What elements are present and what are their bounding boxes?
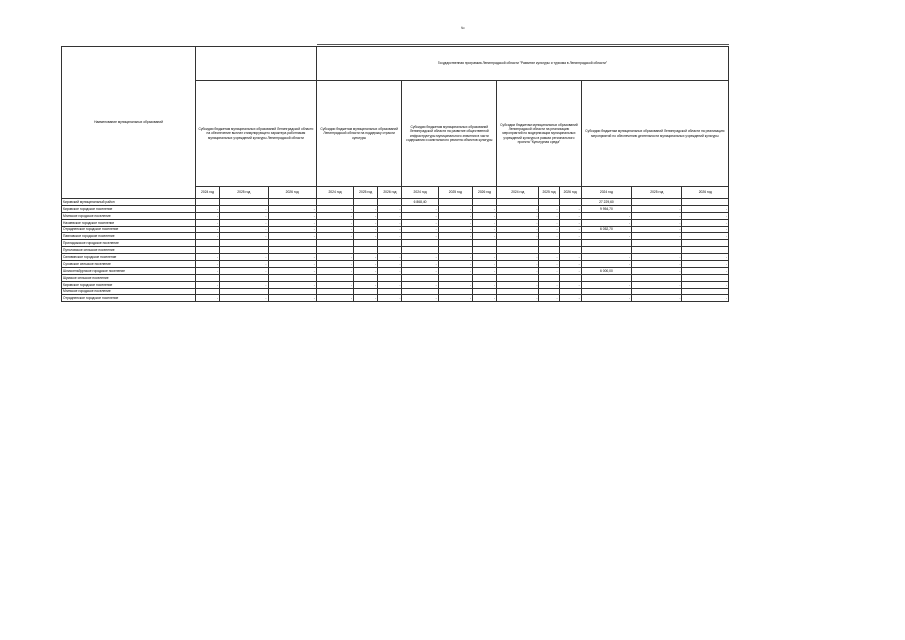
- value-cell: [682, 288, 729, 295]
- value-cell: [539, 199, 559, 206]
- value-cell: [268, 240, 316, 247]
- value-cell: -: [378, 226, 402, 233]
- value-cell: [539, 288, 559, 295]
- value-cell: -: [220, 233, 268, 240]
- value-cell: -: [220, 212, 268, 219]
- value-cell: -: [497, 261, 539, 268]
- value-cell: [195, 240, 219, 247]
- table-row: [62, 205, 729, 212]
- value-cell: [354, 288, 378, 295]
- value-cell: -: [268, 295, 316, 302]
- value-cell: [581, 288, 631, 295]
- value-cell: -: [581, 212, 631, 219]
- value-cell: [438, 240, 472, 247]
- value-cell: -: [632, 233, 682, 240]
- value-cell: [539, 274, 559, 281]
- value-cell: -: [632, 219, 682, 226]
- value-cell: -: [539, 212, 559, 219]
- value-cell: -: [316, 219, 353, 226]
- value-cell: [402, 240, 438, 247]
- group-header-4: Субсидии бюджетам муниципальных образований Ленинградской области на реализацию мероприятий по модернизации муниципальных учреждений культуры в рамках регионального проекта "Культурная среда": [497, 81, 582, 187]
- value-cell: -: [402, 205, 438, 212]
- table-row: [62, 199, 729, 206]
- value-cell: -: [682, 254, 729, 261]
- value-cell: [497, 247, 539, 254]
- table-row: [62, 274, 729, 281]
- value-cell: [220, 240, 268, 247]
- value-cell: [559, 288, 581, 295]
- value-cell: -: [632, 226, 682, 233]
- value-cell: -: [316, 267, 353, 274]
- table-row: [62, 226, 729, 233]
- header-blank-cell: [195, 47, 316, 81]
- value-cell: -: [497, 205, 539, 212]
- value-cell: -: [581, 261, 631, 268]
- value-cell: -: [378, 261, 402, 268]
- value-cell: -: [195, 295, 219, 302]
- value-cell: [378, 199, 402, 206]
- value-cell: [378, 274, 402, 281]
- value-cell: -: [316, 212, 353, 219]
- value-cell: -: [682, 281, 729, 288]
- value-cell: [402, 288, 438, 295]
- value-cell: -: [220, 219, 268, 226]
- value-cell: [472, 199, 496, 206]
- municipality-name-cell: Приладожское городское поселение: [62, 240, 196, 247]
- year-header: 2025 год: [354, 187, 378, 199]
- municipality-name-cell: Отрадненское городское поселение: [62, 295, 196, 302]
- value-cell: [438, 199, 472, 206]
- municipality-name-cell: Кировское городское поселение: [62, 205, 196, 212]
- value-cell: -: [438, 219, 472, 226]
- value-cell: -: [682, 226, 729, 233]
- value-cell: -: [497, 233, 539, 240]
- value-cell: [195, 199, 219, 206]
- value-cell: -: [497, 295, 539, 302]
- value-cell: -: [438, 233, 472, 240]
- value-cell: -: [682, 205, 729, 212]
- value-cell: [632, 274, 682, 281]
- value-cell: -: [472, 205, 496, 212]
- value-cell: -: [581, 233, 631, 240]
- value-cell: [378, 288, 402, 295]
- value-cell: -: [559, 267, 581, 274]
- group-header-5: Субсидии бюджетам муниципальных образований Ленинградской области на реализацию мероприятий по обеспечению деятельности муниципальных учреждений культуры: [581, 81, 728, 187]
- group-header-1: Субсидии бюджетам муниципальных образований Ленинградской области на обеспечение выплат стимулирующего характера работникам муниципальных учреждений культуры Ленинградской области: [195, 81, 316, 187]
- value-cell: -: [581, 281, 631, 288]
- year-header: 2024 год: [316, 187, 353, 199]
- table-row: [62, 247, 729, 254]
- value-cell: -: [559, 212, 581, 219]
- value-cell: -: [539, 281, 559, 288]
- value-cell: -: [682, 295, 729, 302]
- table-row: [62, 267, 729, 274]
- value-cell: [316, 199, 353, 206]
- value-cell: [472, 247, 496, 254]
- year-header: 2026 год: [682, 187, 729, 199]
- year-header: 2026 год: [559, 187, 581, 199]
- value-cell: -: [472, 267, 496, 274]
- value-cell: -: [632, 295, 682, 302]
- value-cell: [559, 247, 581, 254]
- value-cell: -: [438, 281, 472, 288]
- value-cell: -: [472, 233, 496, 240]
- value-cell: -: [195, 281, 219, 288]
- value-cell: [220, 247, 268, 254]
- value-cell: -: [559, 261, 581, 268]
- year-header: 2024 год: [402, 187, 438, 199]
- value-cell: [316, 288, 353, 295]
- table-row: [62, 240, 729, 247]
- value-cell: -: [195, 233, 219, 240]
- municipality-name-cell: Шлиссельбургское городское поселение: [62, 267, 196, 274]
- value-cell: -: [378, 212, 402, 219]
- value-cell: -: [632, 261, 682, 268]
- value-cell: -: [438, 295, 472, 302]
- group-header-2: Субсидии бюджетам муниципальных образований Ленинградской области на поддержку отрасли культуры: [316, 81, 402, 187]
- value-cell: 6 868,40: [402, 199, 438, 206]
- value-cell: -: [268, 254, 316, 261]
- value-cell: [559, 199, 581, 206]
- value-cell: -: [539, 261, 559, 268]
- program-header: Государственная программа Ленинградской области "Развитие культуры и туризма в Ленинградской области": [316, 47, 728, 81]
- value-cell: -: [354, 254, 378, 261]
- value-cell: -: [354, 233, 378, 240]
- value-cell: -: [402, 233, 438, 240]
- value-cell: -: [539, 205, 559, 212]
- value-cell: [220, 288, 268, 295]
- municipality-name-cell: Назиевское городское поселение: [62, 219, 196, 226]
- value-cell: [438, 274, 472, 281]
- value-cell: [682, 240, 729, 247]
- value-cell: [497, 274, 539, 281]
- table-row: [62, 295, 729, 302]
- value-cell: -: [497, 226, 539, 233]
- value-cell: -: [268, 267, 316, 274]
- value-cell: -: [682, 233, 729, 240]
- value-cell: [559, 274, 581, 281]
- value-cell: [378, 240, 402, 247]
- value-cell: [497, 240, 539, 247]
- year-header: 2025 год: [539, 187, 559, 199]
- value-cell: -: [632, 267, 682, 274]
- value-cell: [472, 240, 496, 247]
- value-cell: -: [472, 295, 496, 302]
- municipality-column-header: Наименование муниципальных образований: [62, 47, 196, 199]
- value-cell: -: [268, 281, 316, 288]
- value-cell: -: [539, 233, 559, 240]
- value-cell: -: [354, 281, 378, 288]
- value-cell: 9 954,70: [581, 205, 631, 212]
- value-cell: -: [316, 295, 353, 302]
- value-cell: -: [402, 212, 438, 219]
- value-cell: [316, 240, 353, 247]
- group-header-3: Субсидии бюджетам муниципальных образований Ленинградской области на развитие общественной инфраструктуры муниципального значения в части содержания и капитального ремонта объектов культуры: [402, 81, 497, 187]
- value-cell: -: [316, 233, 353, 240]
- value-cell: -: [472, 281, 496, 288]
- value-cell: -: [539, 295, 559, 302]
- value-cell: -: [378, 205, 402, 212]
- value-cell: -: [195, 205, 219, 212]
- value-cell: -: [472, 219, 496, 226]
- value-cell: -: [354, 267, 378, 274]
- value-cell: -: [402, 261, 438, 268]
- value-cell: -: [559, 254, 581, 261]
- value-cell: -: [581, 254, 631, 261]
- value-cell: [354, 240, 378, 247]
- value-cell: [316, 274, 353, 281]
- value-cell: [581, 247, 631, 254]
- value-cell: -: [472, 261, 496, 268]
- value-cell: [268, 288, 316, 295]
- value-cell: -: [632, 254, 682, 261]
- value-cell: [438, 288, 472, 295]
- value-cell: -: [559, 219, 581, 226]
- value-cell: -: [316, 261, 353, 268]
- year-header: 2024 год: [581, 187, 631, 199]
- value-cell: -: [472, 226, 496, 233]
- value-cell: [354, 199, 378, 206]
- value-cell: -: [268, 261, 316, 268]
- value-cell: [354, 274, 378, 281]
- value-cell: -: [682, 212, 729, 219]
- value-cell: [402, 247, 438, 254]
- municipality-name-cell: Мгинское городское поселение: [62, 212, 196, 219]
- value-cell: [581, 274, 631, 281]
- value-cell: -: [195, 267, 219, 274]
- value-cell: -: [268, 233, 316, 240]
- value-cell: -: [497, 267, 539, 274]
- value-cell: [559, 240, 581, 247]
- table-row: [62, 288, 729, 295]
- value-cell: -: [354, 212, 378, 219]
- value-cell: [316, 247, 353, 254]
- value-cell: [497, 288, 539, 295]
- value-cell: [268, 199, 316, 206]
- value-cell: -: [472, 254, 496, 261]
- value-cell: -: [378, 254, 402, 261]
- year-header: 2024 год: [497, 187, 539, 199]
- value-cell: -: [354, 219, 378, 226]
- value-cell: [438, 247, 472, 254]
- value-cell: -: [316, 205, 353, 212]
- value-cell: -: [354, 261, 378, 268]
- value-cell: -: [220, 226, 268, 233]
- value-cell: -: [632, 281, 682, 288]
- value-cell: -: [402, 281, 438, 288]
- value-cell: -: [378, 233, 402, 240]
- municipality-name-cell: Отрадненское городское поселение: [62, 226, 196, 233]
- value-cell: -: [559, 233, 581, 240]
- value-cell: [220, 199, 268, 206]
- year-header: 2025 год: [632, 187, 682, 199]
- value-cell: -: [438, 226, 472, 233]
- value-cell: 6 000,00: [581, 267, 631, 274]
- value-cell: -: [682, 261, 729, 268]
- value-cell: -: [402, 254, 438, 261]
- value-cell: -: [220, 281, 268, 288]
- municipality-name-cell: Суховское сельское поселение: [62, 261, 196, 268]
- value-cell: -: [402, 226, 438, 233]
- value-cell: [682, 199, 729, 206]
- value-cell: -: [378, 295, 402, 302]
- value-cell: -: [378, 281, 402, 288]
- municipality-name-cell: Кировское городское поселение: [62, 281, 196, 288]
- value-cell: -: [559, 226, 581, 233]
- value-cell: [539, 247, 559, 254]
- value-cell: -: [354, 295, 378, 302]
- value-cell: -: [438, 254, 472, 261]
- value-cell: -: [438, 212, 472, 219]
- value-cell: -: [402, 295, 438, 302]
- value-cell: [581, 240, 631, 247]
- value-cell: -: [559, 281, 581, 288]
- value-cell: -: [438, 205, 472, 212]
- value-cell: -: [378, 219, 402, 226]
- value-cell: -: [539, 219, 559, 226]
- value-cell: -: [195, 226, 219, 233]
- value-cell: -: [559, 205, 581, 212]
- value-cell: -: [497, 212, 539, 219]
- value-cell: -: [316, 226, 353, 233]
- value-cell: -: [438, 261, 472, 268]
- value-cell: -: [195, 261, 219, 268]
- table-row: [62, 261, 729, 268]
- value-cell: -: [559, 295, 581, 302]
- municipality-name-cell: Мгинское городское поселение: [62, 288, 196, 295]
- value-cell: -: [220, 205, 268, 212]
- municipality-name-cell: Шумское сельское поселение: [62, 274, 196, 281]
- value-cell: [632, 288, 682, 295]
- value-cell: [195, 274, 219, 281]
- value-cell: [472, 288, 496, 295]
- value-cell: [220, 274, 268, 281]
- value-cell: -: [497, 281, 539, 288]
- value-cell: -: [220, 295, 268, 302]
- value-cell: [682, 247, 729, 254]
- value-cell: -: [316, 281, 353, 288]
- table-row: [62, 212, 729, 219]
- value-cell: -: [220, 254, 268, 261]
- value-cell: -: [402, 219, 438, 226]
- value-cell: [268, 247, 316, 254]
- value-cell: -: [195, 219, 219, 226]
- page-number: №: [461, 26, 465, 30]
- value-cell: -: [497, 219, 539, 226]
- value-cell: [472, 274, 496, 281]
- year-header: 2025 год: [220, 187, 268, 199]
- value-cell: -: [195, 212, 219, 219]
- year-header: 2026 год: [378, 187, 402, 199]
- value-cell: [632, 199, 682, 206]
- year-header: 2026 год: [472, 187, 496, 199]
- table-row: [62, 254, 729, 261]
- value-cell: -: [539, 267, 559, 274]
- year-header: 2024 год: [195, 187, 219, 199]
- value-cell: -: [316, 254, 353, 261]
- top-rule: [317, 44, 729, 45]
- value-cell: -: [268, 212, 316, 219]
- value-cell: -: [268, 219, 316, 226]
- value-cell: -: [632, 205, 682, 212]
- value-cell: -: [402, 267, 438, 274]
- value-cell: -: [581, 219, 631, 226]
- value-cell: -: [539, 226, 559, 233]
- value-cell: [268, 274, 316, 281]
- value-cell: -: [682, 267, 729, 274]
- value-cell: [354, 247, 378, 254]
- value-cell: -: [497, 254, 539, 261]
- table-row: [62, 233, 729, 240]
- value-cell: -: [195, 254, 219, 261]
- municipality-name-cell: Путиловское сельское поселение: [62, 247, 196, 254]
- municipality-name-cell: Кировский муниципальный район: [62, 199, 196, 206]
- value-cell: [632, 247, 682, 254]
- value-cell: [682, 274, 729, 281]
- municipality-name-cell: Павловское городское поселение: [62, 233, 196, 240]
- value-cell: -: [268, 205, 316, 212]
- value-cell: [632, 240, 682, 247]
- value-cell: -: [438, 267, 472, 274]
- value-cell: -: [378, 267, 402, 274]
- value-cell: -: [220, 261, 268, 268]
- value-cell: [195, 288, 219, 295]
- value-cell: -: [632, 212, 682, 219]
- value-cell: -: [539, 254, 559, 261]
- value-cell: -: [220, 267, 268, 274]
- value-cell: 27 229,60: [581, 199, 631, 206]
- budget-table: [61, 46, 729, 302]
- municipality-name-cell: Синявинское городское поселение: [62, 254, 196, 261]
- value-cell: -: [581, 295, 631, 302]
- year-header: 2025 год: [438, 187, 472, 199]
- value-cell: -: [354, 226, 378, 233]
- year-header: 2026 год: [268, 187, 316, 199]
- value-cell: -: [354, 205, 378, 212]
- value-cell: 6 052,70: [581, 226, 631, 233]
- value-cell: [378, 247, 402, 254]
- value-cell: [195, 247, 219, 254]
- value-cell: -: [682, 219, 729, 226]
- value-cell: [539, 240, 559, 247]
- table-row: [62, 219, 729, 226]
- value-cell: -: [472, 212, 496, 219]
- table-row: [62, 281, 729, 288]
- value-cell: -: [268, 226, 316, 233]
- value-cell: [402, 274, 438, 281]
- value-cell: [497, 199, 539, 206]
